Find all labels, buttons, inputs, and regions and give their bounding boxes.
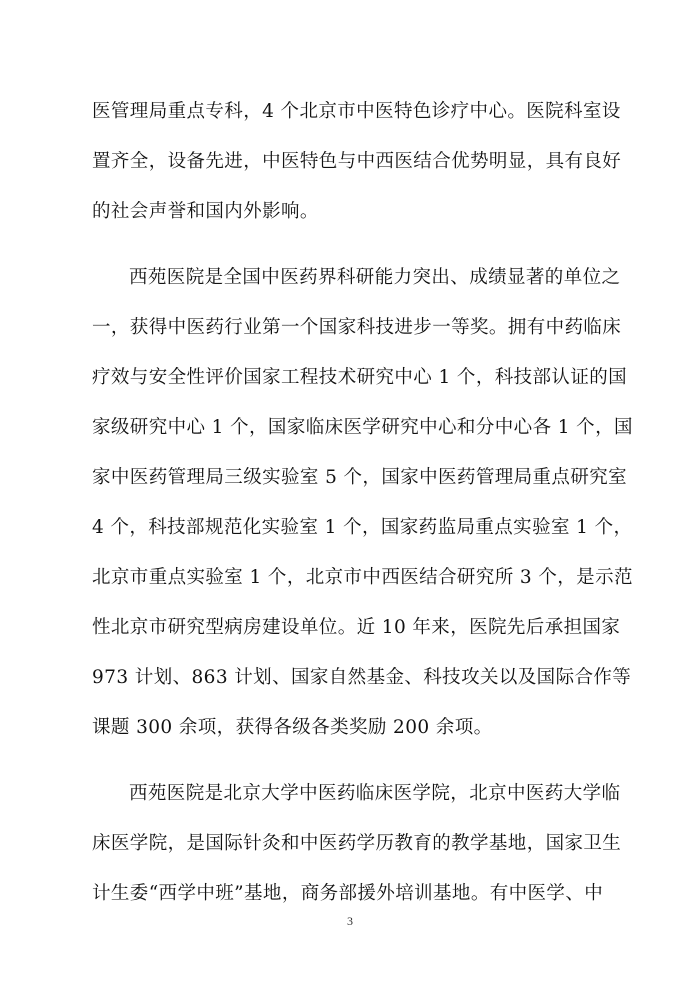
paragraph-1-line-1: 医管理局重点专科，4 个北京市中医特色诊疗中心。医院科室设 [92,101,621,122]
paragraph-2-line-5: 家中医药管理局三级实验室 5 个，国家中医药管理局重点研究室 [92,467,628,488]
paragraph-2-line-9: 973 计划、863 计划、国家自然基金、科技攻关以及国际合作等 [92,667,632,688]
paragraph-2-line-8: 性北京市研究型病房建设单位。近 10 年来，医院先后承担国家 [92,617,621,638]
paragraph-2-line-3: 疗效与安全性评价国家工程技术研究中心 1 个，科技部认证的国 [92,367,628,388]
paragraph-3-line-3: 计生委“西学中班”基地，商务部援外培训基地。有中医学、中 [92,883,604,904]
paragraph-2-line-7: 北京市重点实验室 1 个，北京市中西医结合研究所 3 个，是示范 [92,567,633,588]
paragraph-1-line-2: 置齐全，设备先进，中医特色与中西医结合优势明显，具有良好 [92,151,622,172]
paragraph-3-line-2: 床医学院，是国际针灸和中医药学历教育的教学基地，国家卫生 [92,833,622,854]
paragraph-2-line-1: 西苑医院是全国中医药界科研能力突出、成绩显著的单位之 [129,267,621,288]
paragraph-3-line-1: 西苑医院是北京大学中医药临床医学院，北京中医药大学临 [129,783,621,804]
paragraph-2-line-6: 4 个，科技部规范化实验室 1 个，国家药监局重点实验室 1 个， [92,517,633,538]
paragraph-2-line-10: 课题 300 余项，获得各级各类奖励 200 余项。 [92,717,493,738]
page-number: 3 [347,914,353,928]
paragraph-1-line-3: 的社会声誉和国内外影响。 [92,201,319,222]
paragraph-2-line-4: 家级研究中心 1 个，国家临床医学研究中心和分中心各 1 个，国 [92,417,633,438]
paragraph-2-line-2: 一，获得中医药行业第一个国家科技进步一等奖。拥有中药临床 [92,317,622,338]
